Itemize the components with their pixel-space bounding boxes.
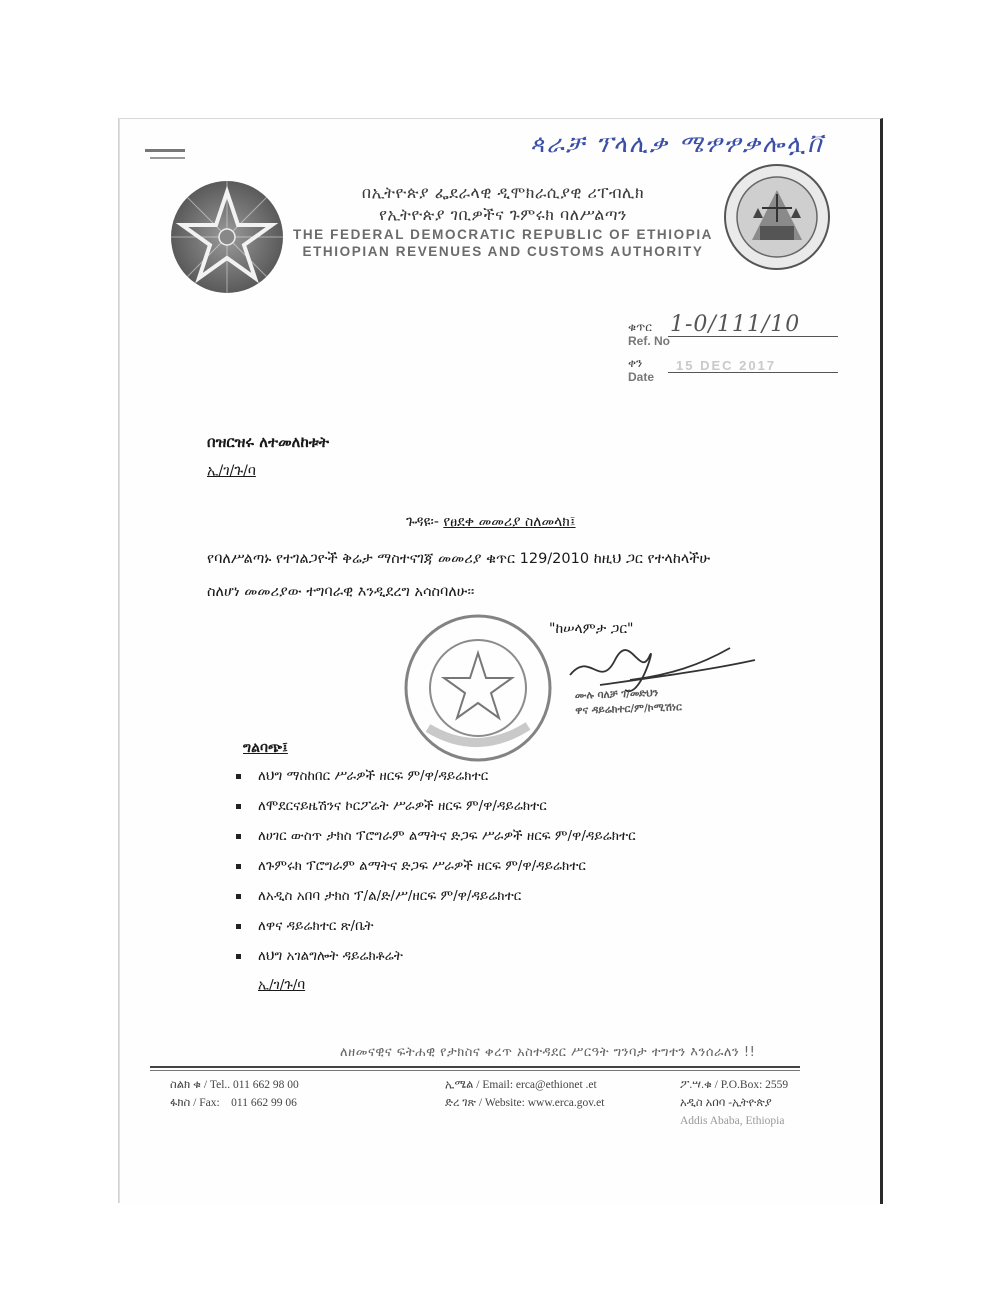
ref-label-english: Ref. No: [628, 334, 670, 348]
ref-number-handwritten: 1-0/111/10: [670, 312, 801, 337]
date-underline: [668, 372, 838, 373]
letter-body: [207, 543, 807, 609]
date-label-english: Date: [628, 370, 655, 384]
closing-greeting: "ከሠላምታ ጋር": [549, 621, 634, 637]
footer-tel: ስልክ ቁ / Tel.. 011 662 98 00: [170, 1079, 299, 1091]
cc-item: ለአዲስ አበባ ታክስ ፕ/ል/ድ/ሥ/ዘርፍ ም/ዋ/ዳይሬክተር: [234, 886, 636, 916]
letterhead-english-line2: ETHIOPIAN REVENUES AND CUSTOMS AUTHORITY: [302, 244, 704, 259]
signatory-title: ዋና ዳይሬክተር/ም/ኮሚሽነር: [575, 701, 683, 717]
footer-phone-block: [170, 1076, 299, 1112]
cc-item: ለዋና ዳይሬክተር ጽ/ቤት: [234, 916, 636, 946]
footer-pobox: ፖ.ሣ.ቁ / P.O.Box: 2559: [680, 1079, 789, 1091]
ethiopian-star-emblem-icon: [165, 178, 290, 296]
subject-text: የፀደቀ መመሪያ ስለመላክ፤: [443, 514, 576, 530]
ref-underline: [668, 336, 838, 337]
footer-motto: ለዘመናዊና ፍትሐዊ የታክስና ቀረጥ አስተዳደር ሥርዓት ግንባታ ተግተን እንሰራለን !!: [340, 1045, 756, 1060]
footer-divider-thin: [150, 1070, 800, 1071]
cc-end-code: ኢ/ገ/ጉ/ባ: [258, 977, 306, 993]
footer-web-block: [445, 1076, 604, 1112]
subject-label: ጉዳዩ፡-: [406, 514, 439, 530]
date-label-amharic: ቀን: [628, 356, 643, 370]
letterhead-english-line1: THE FEDERAL DEMOCRATIC REPUBLIC OF ETHIOPIA: [292, 227, 714, 242]
cc-item: ለህግ ማስከበር ሥራዎች ዘርፍ ም/ዋ/ዳይሬክተር: [234, 766, 636, 796]
cc-item: ለጉምሩክ ፕሮግራም ልማትና ድጋፍ ሥራዎች ዘርፍ ም/ዋ/ዳይሬክተር: [234, 856, 636, 886]
date-stamp: 15 DEC 2017: [676, 358, 777, 373]
staple-marks: [140, 145, 200, 175]
footer-website: ድረ ገጽ / Website: www.erca.gov.et: [445, 1097, 605, 1109]
letterhead-amharic-line1: በኢትዮጵያ ፌደራላዊ ዲሞክራሲያዊ ሪፐብሊክ: [361, 183, 645, 202]
body-line-2: ስለሆነ መመሪያው ተግባራዊ እንዲደረግ አሳስባለሁ፡፡: [207, 584, 475, 600]
signatory-name: ሙሉ ባለቻ ገ/መድህን: [574, 686, 659, 702]
erca-seal-icon: [722, 162, 832, 272]
footer-email: ኢሜል / Email: erca@ethionet .et: [445, 1079, 597, 1091]
footer-city-english: Addis Ababa, Ethiopia: [680, 1115, 785, 1127]
footer-address-block: [680, 1076, 788, 1130]
reference-block: [628, 312, 838, 384]
footer-divider: [150, 1066, 800, 1068]
footer-city-amharic: አዲስ አበባ -ኢትዮጵያ: [680, 1097, 772, 1109]
cc-item: ለሀገር ውስጥ ታክስ ፕሮግራም ልማትና ድጋፍ ሥራዎች ዘርፍ ም/ዋ/ዳይሬክተር: [234, 826, 636, 856]
letterhead: [288, 183, 718, 259]
footer-fax: ፋክስ / Fax: 011 662 99 06: [170, 1097, 297, 1109]
subject-line: [406, 514, 576, 530]
recipient-code: ኢ/ገ/ጉ/ባ: [207, 463, 256, 479]
letterhead-amharic-line2: የኢትዮጵያ ገቢዎችና ጉምሩክ ባለሥልጣን: [379, 205, 627, 224]
cc-list: [234, 766, 636, 976]
signatory-block: [575, 685, 683, 719]
handwritten-note: ጳራቻ ፕላሊቃ ሜፇፇቃሎሏቨ: [530, 130, 825, 158]
ref-label-amharic: ቁጥር: [628, 320, 652, 334]
cc-title: ግልባጭ፤: [243, 740, 288, 756]
cc-item: ለህግ አገልግሎት ዳይሬክቶሬት: [234, 946, 636, 976]
body-line-1: የባለሥልጣኑ የተገልጋዮች ቅሬታ ማስተናገጃ መመሪያ ቁጥር 129/2010 ከዚህ ጋር የተላከላችሁ: [207, 551, 711, 567]
recipient-title: በዝርዝሩ ለተመለከቱት: [207, 433, 329, 451]
cc-item: ለሞደርናይዜሽንና ኮርፖሬት ሥራዎች ዘርፍ ም/ዋ/ዳይሬክተር: [234, 796, 636, 826]
